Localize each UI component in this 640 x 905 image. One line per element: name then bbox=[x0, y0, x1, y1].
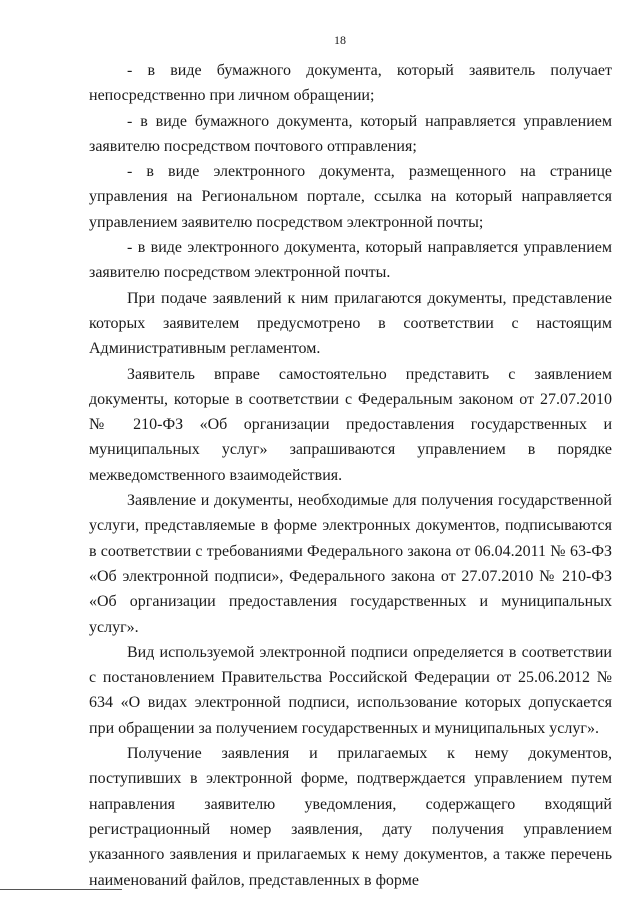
document-body bbox=[89, 58, 612, 893]
paragraph-paper-mail: - в виде бумажного документа, который направляется управлением заявителю посредством почтового отправления; bbox=[89, 112, 612, 155]
paragraph-electronic-email: - в виде электронного документа, который направляется управлением заявителю посредством электронной почты. bbox=[89, 239, 612, 282]
paragraph-paper-personal: - в виде бумажного документа, который заявитель получает непосредственно при личном обращении; bbox=[89, 62, 612, 105]
paragraph-electronic-portal: - в виде электронного документа, размещенного на странице управления на Региональном портале, ссылка на который направляется управлением заявителю посредством электронной почты; bbox=[89, 163, 612, 231]
paragraph-receipt-confirmation: Получение заявления и прилагаемых к нему документов, поступивших в электронной форме, подтверждается управлением путем направления заявителю уведомления, содержащего входящий регистрационный номер заявления, дату получения управлением указанного заявления и прилагаемых к нему документов, а также перечень наименований файлов, представленных в форме bbox=[89, 745, 612, 889]
paragraph-electronic-signing: Заявление и документы, необходимые для получения государственной услуги, представляемые в форме электронных документов, подписываются в соответствии с требованиями Федерального закона от 06.04.2011 № 63-ФЗ «Об электронной подписи», Федерального закона от 27.07.2010 № 210-ФЗ «Об организации предоставления государственных и муниципальных услуг». bbox=[89, 492, 612, 636]
paragraph-attached-documents: При подаче заявлений к ним прилагаются документы, представление которых заявителем предусмотрено в соответствии с настоящим Административным регламентом. bbox=[89, 289, 612, 358]
paragraph-applicant-right: Заявитель вправе самостоятельно представить с заявлением документы, которые в соответствии с Федеральным законом от 27.07.2010 № 210-ФЗ «Об организации предоставления государственных и муниципальных услуг» запрашиваются управлением в порядке межведомственного взаимодействия. bbox=[89, 365, 612, 484]
page-number: 18 bbox=[334, 33, 346, 47]
paragraph-signature-type: Вид используемой электронной подписи определяется в соответствии с постановлением Правительства Российской Федерации от 25.06.2012 № 634 «О видах электронной подписи, использование которых допускается при обращении за получением государственных и муниципальных услуг». bbox=[89, 643, 612, 737]
footnote-separator bbox=[0, 889, 122, 890]
